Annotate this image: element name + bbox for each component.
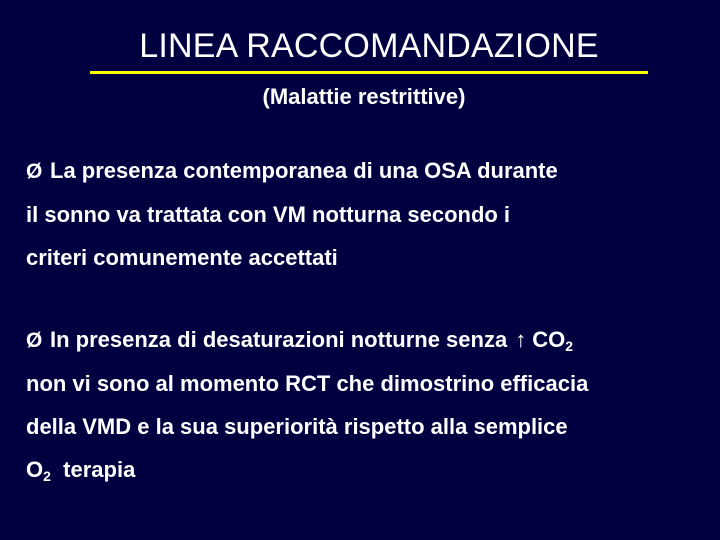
up-arrow-icon: ↑ xyxy=(515,327,527,352)
bullet-2-line-3: della VMD e la sua superiorità rispetto alla semplice xyxy=(26,414,568,439)
bullet-1-line-1 xyxy=(26,149,706,193)
o2-main: O xyxy=(26,457,44,482)
bullet-2-line-1 xyxy=(26,318,706,362)
subtitle-text: (Malattie restrittive) xyxy=(262,84,466,109)
bullet-1-line-1-text: La presenza contemporanea di una OSA durante xyxy=(50,158,558,183)
bullet-arrow-icon: Ø xyxy=(26,329,43,352)
slide-title: LINEA RACCOMANDAZIONE xyxy=(139,27,599,65)
bullet-2-line-4-text: terapia xyxy=(63,457,136,482)
bullet-2-line-2: non vi sono al momento RCT che dimostrino efficacia xyxy=(26,371,589,396)
o2-subscript: 2 xyxy=(43,468,51,484)
co2-subscript: 2 xyxy=(565,338,573,354)
co2-main: CO xyxy=(532,327,566,352)
co2-label xyxy=(532,327,573,352)
bullet-2-line-1-text: In presenza di desaturazioni notturne senza xyxy=(50,327,508,352)
bullet-2-line-4 xyxy=(26,448,706,491)
title-underline xyxy=(90,71,648,74)
bullet-point-1 xyxy=(26,149,706,279)
bullet-1-line-2: il sonno va trattata con VM notturna secondo i xyxy=(26,202,511,227)
bullet-arrow-icon: Ø xyxy=(26,160,43,183)
bullet-point-2 xyxy=(26,318,706,491)
bullet-1-line-3: criteri comunemente accettati xyxy=(26,245,338,270)
o2-label xyxy=(26,457,51,482)
slide-subtitle xyxy=(0,84,720,110)
